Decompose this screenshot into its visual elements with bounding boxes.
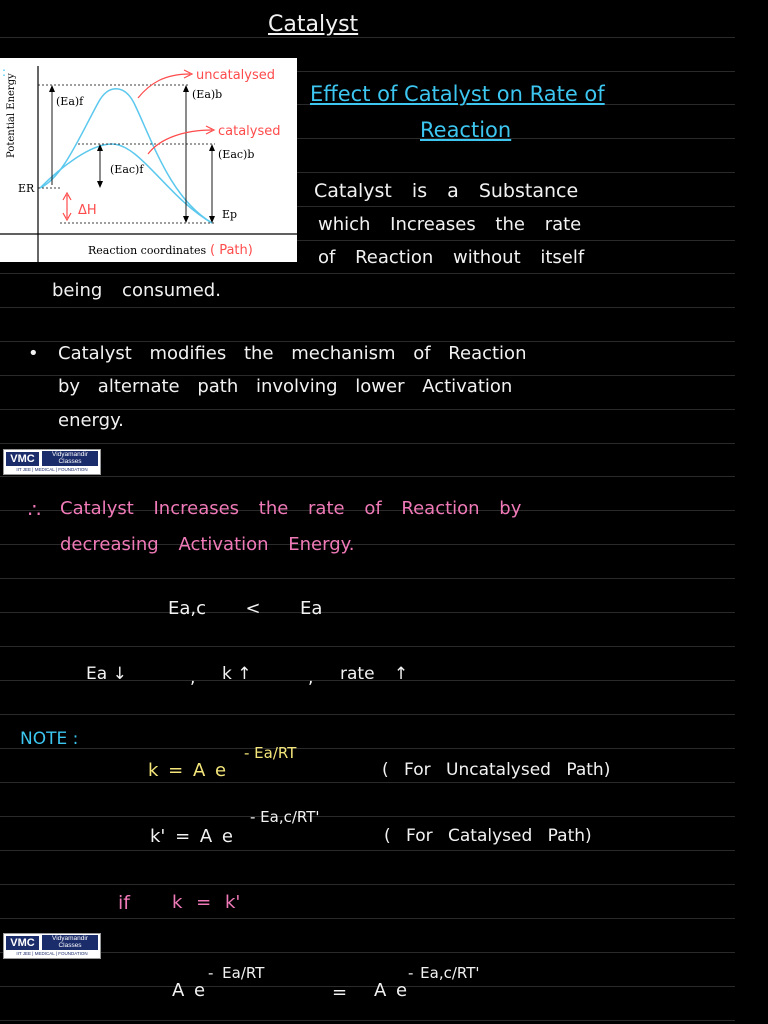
ylabel: Potential Energy xyxy=(6,73,17,158)
trend-sep-2: , xyxy=(308,668,314,688)
ea-b-label: (Ea)b xyxy=(192,88,223,101)
eq1-comment: ( For Uncatalysed Path) xyxy=(382,760,611,780)
vmc-tagline: IIT JEE | MEDICAL | FOUNDATION xyxy=(16,467,88,472)
colon-mark: : xyxy=(2,65,7,79)
eq3-lhs-exponent: - Ea/RT xyxy=(208,964,265,982)
vmc-tagline-2: IIT JEE | MEDICAL | FOUNDATION xyxy=(16,951,88,956)
conclusion-line1: Catalyst Increases the rate of Reaction by xyxy=(60,498,522,519)
ruled-line xyxy=(0,273,735,274)
eac-b-label: (Eac)b xyxy=(218,148,255,161)
eq3-rhs: A e xyxy=(374,980,408,1001)
ruled-line xyxy=(0,986,735,987)
if-expression: k = k' xyxy=(172,892,241,913)
uncatalysed-label: uncatalysed xyxy=(196,68,275,83)
uncatalysed-pointer xyxy=(138,74,190,98)
path-note: ( Path) xyxy=(210,243,253,258)
dh-label: ΔH xyxy=(78,203,97,218)
ep-label: Ep xyxy=(222,208,238,221)
vmc-name-2: Vidyamandir Classes xyxy=(42,935,98,950)
definition-line3: of Reaction without itself xyxy=(318,247,585,268)
vmc-brand: VMC xyxy=(6,452,39,466)
trend-sep-1: , xyxy=(190,668,196,688)
ruled-line xyxy=(0,884,735,885)
ruled-line xyxy=(0,612,735,613)
ruled-line xyxy=(0,646,735,647)
ruled-line xyxy=(0,341,735,342)
eq2-lhs: k' = A e xyxy=(150,826,234,847)
trend-k: k ↑ xyxy=(222,664,252,684)
ruled-line xyxy=(0,1020,735,1021)
ruled-line xyxy=(0,476,735,477)
eq3-rhs-exponent: - Ea,c/RT' xyxy=(408,964,480,982)
bullet-line3: energy. xyxy=(58,410,124,431)
bullet-marker: • xyxy=(28,343,39,364)
ruled-line xyxy=(0,952,735,953)
ruled-line xyxy=(0,918,735,919)
vmc-logo xyxy=(3,449,101,475)
section-heading-line1: Effect of Catalyst on Rate of xyxy=(310,82,605,106)
trend-ea: Ea ↓ xyxy=(86,664,127,684)
vmc-logo-2 xyxy=(3,933,101,959)
bullet-line2: by alternate path involving lower Activation xyxy=(58,376,513,397)
ea-f-label: (Ea)f xyxy=(56,95,84,108)
if-word: if xyxy=(118,892,130,914)
note-label: NOTE : xyxy=(20,729,79,749)
section-heading-line2: Reaction xyxy=(420,118,512,142)
catalysed-label: catalysed xyxy=(218,124,281,139)
conclusion-line2: decreasing Activation Energy. xyxy=(60,534,355,555)
ruled-line xyxy=(0,37,735,38)
ruled-line xyxy=(0,782,735,783)
ruled-line xyxy=(0,816,735,817)
xlabel: Reaction coordinates xyxy=(88,244,207,257)
definition-line2: which Increases the rate xyxy=(318,214,582,235)
eq2-exponent: - Ea,c/RT' xyxy=(250,808,320,826)
ruled-line xyxy=(0,307,735,308)
definition-line4: being consumed. xyxy=(52,280,221,301)
eq3-equals: = xyxy=(332,982,348,1003)
eq1-lhs: k = A e xyxy=(148,760,227,781)
eq2-comment: ( For Catalysed Path) xyxy=(384,826,592,846)
ruled-line xyxy=(0,443,735,444)
energy-profile-svg xyxy=(0,58,297,262)
catalysed-pointer xyxy=(148,130,212,154)
ruled-line xyxy=(0,714,735,715)
ruled-line xyxy=(0,578,735,579)
definition-line1: Catalyst is a Substance xyxy=(314,180,579,202)
vmc-brand-2: VMC xyxy=(6,936,39,950)
trend-rate: rate ↑ xyxy=(340,664,409,684)
ruled-line xyxy=(0,850,735,851)
energy-profile-diagram xyxy=(0,58,297,262)
eac-f-label: (Eac)f xyxy=(110,163,144,176)
bullet-line1: Catalyst modifies the mechanism of Reaction xyxy=(58,343,527,364)
eq3-lhs: A e xyxy=(172,980,206,1001)
ruled-line xyxy=(0,748,735,749)
therefore-marker: ∴ xyxy=(28,498,41,522)
eq1-exponent: - Ea/RT xyxy=(244,744,297,762)
vmc-name: Vidyamandir Classes xyxy=(42,451,98,466)
page-title: Catalyst xyxy=(268,12,359,37)
er-label: ER xyxy=(18,182,35,195)
ea-comparison: Ea,c < Ea xyxy=(168,598,323,619)
